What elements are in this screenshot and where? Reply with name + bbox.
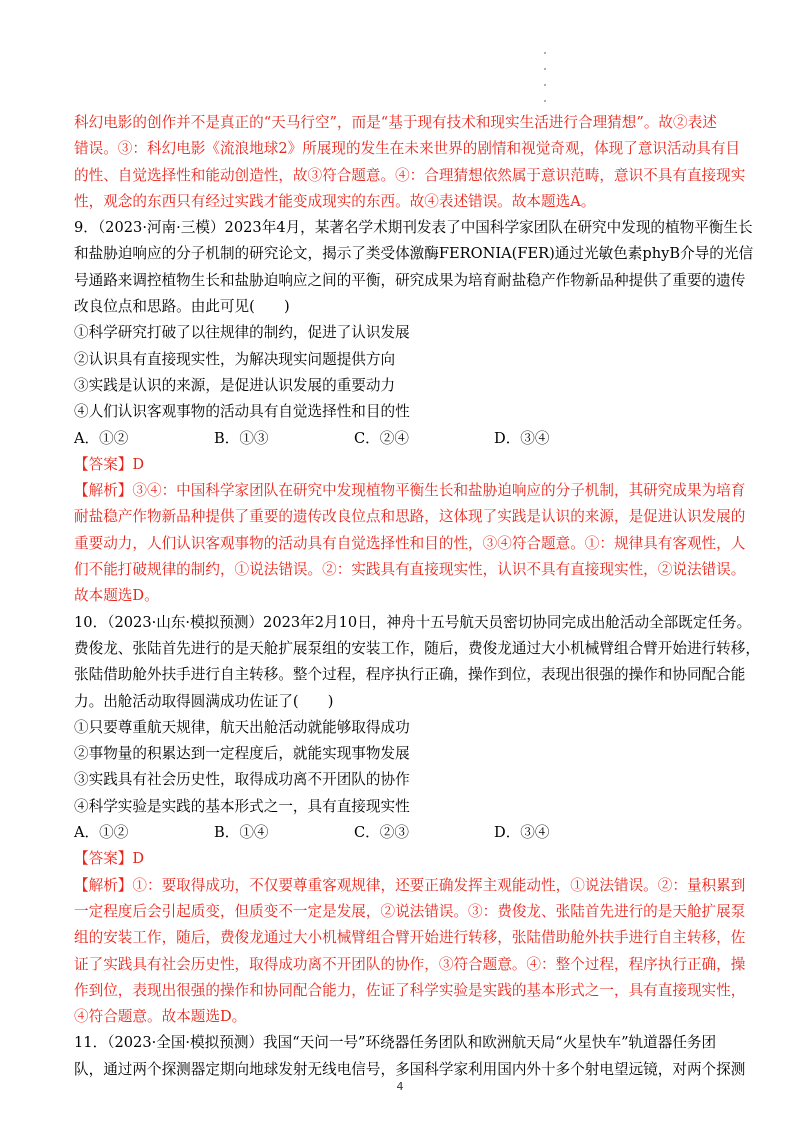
analysis-line: 【解析】①：要取得成功，不仅要尊重客观规律，还要正确发挥主观能动性，①说法错误。②：量积累到: [74, 876, 746, 894]
statement: ④科学实验是实践的基本形式之一，具有直接现实性: [74, 797, 410, 815]
statement: ①只要尊重航天规律，航天出舱活动就能够取得成功: [74, 718, 410, 736]
question-stem-line: 号通路来调控植物生长和盐胁迫响应之间的平衡，研究成果为培育耐盐稳产作物新品种提供了重要的遗传: [74, 271, 746, 289]
analysis-block: [74, 478, 746, 609]
option-a: A．①②: [74, 824, 129, 842]
question-stem-line: 张陆借助舱外扶手进行自主转移。整个过程，程序执行正确，操作到位，表现出很强的操作和协同配合能: [74, 666, 746, 684]
question-9: [74, 215, 754, 609]
question-stem-line: 9．（2023·河南·三模）2023年4月，某著名学术期刊发表了中国科学家团队在研究中发现的植物平衡生长: [74, 219, 753, 237]
statement: ②事物量的积累达到一定程度后，就能实现事物发展: [74, 745, 410, 763]
question-stem-line: 队，通过两个探测器定期向地球发射无线电信号，多国科学家利用国内外十多个射电望远镜，对两个探测: [74, 1060, 746, 1078]
analysis-block: [74, 873, 746, 1031]
analysis-line: 重要动力，人们认识客观事物的活动具有自觉选择性和目的性，③④符合题意。①：规律具有客观性，人: [74, 534, 746, 552]
answer-label: 【答案】D: [74, 850, 145, 868]
question-10: [74, 610, 760, 1031]
analysis-line: 们不能打破规律的制约，①说法错误。②：实践具有直接现实性，认识不具有直接现实性，②说法错误。: [74, 561, 746, 579]
statement: ③实践具有社会历史性，取得成功离不开团队的协作: [74, 771, 410, 789]
question-stem-line: 费俊龙、张陆首先进行的是天舱扩展泵组的安装工作，随后，费俊龙通过大小机械臂组合臂开始进行转移，: [74, 639, 760, 657]
question-stem-line: 10．（2023·山东·模拟预测）2023年2月10日，神舟十五号航天员密切协同完成出舱活动全部既定任务。: [74, 613, 752, 631]
analysis-line: 科幻电影的创作并不是真正的“天马行空”，而是“基于现有技术和现实生活进行合理猜想”。故②表述: [74, 114, 717, 131]
option-a: A．①②: [74, 429, 129, 447]
question-stem-line: 11．（2023·全国·模拟预测）我国“天问一号”环绕器任务团队和欧洲航天局“火星快车”轨道器任务团: [74, 1034, 717, 1052]
page-content: [74, 110, 760, 1083]
option-d: D．③④: [494, 824, 550, 842]
analysis-line: 【解析】③④：中国科学家团队在研究中发现植物平衡生长和盐胁迫响应的分子机制，其研究成果为培育: [74, 482, 746, 500]
page-number: 4: [396, 1080, 404, 1093]
analysis-line: 作到位，表现出很强的操作和协同配合能力，佐证了科学实验是实践的基本形式之一，具有直接现实性，: [74, 981, 746, 999]
option-c: C．②④: [354, 429, 409, 447]
analysis-line: 耐盐稳产作物新品种提供了重要的遗传改良位点和思路，这体现了实践是认识的来源，是促进认识发展的: [74, 508, 746, 526]
question-stem-line: 和盐胁迫响应的分子机制的研究论文，揭示了类受体激酶FERONIA(FER)通过光敏色素phyB介导的光信: [74, 245, 754, 263]
analysis-line: ④符合题意。故本题选D。: [74, 1008, 247, 1026]
analysis-line: 组的安装工作，随后，费俊龙通过大小机械臂组合臂开始进行转移，张陆借助舱外扶手进行自主转移，佐: [74, 929, 746, 947]
statement: ①科学研究打破了以往规律的制约，促进了认识发展: [74, 324, 410, 342]
analysis-line: 的性、自觉选择性和能动创造性，故③符合题意。④：合理猜想依然属于意识范畴，意识不具有直接现实: [74, 166, 746, 184]
statement: ③实践是认识的来源，是促进认识发展的重要动力: [74, 376, 396, 394]
analysis-line: 错误。③：科幻电影《流浪地球2》所展现的发生在未来世界的剧情和视觉奇观，体现了意识活动具有目: [74, 140, 741, 158]
analysis-line: 证了实践具有社会历史性，取得成功离不开团队的协作，③符合题意。④：整个过程，程序执行正确，操: [74, 955, 746, 973]
analysis-line: 故本题选D。: [74, 587, 159, 605]
option-b: B．①③: [214, 429, 269, 447]
answer-options: [74, 426, 734, 452]
analysis-line: 一定程度后会引起质变，但质变不一定是发展，②说法错误。③：费俊龙、张陆首先进行的是天舱扩展泵: [74, 902, 746, 920]
option-b: B．①④: [214, 824, 269, 842]
answer-label: 【答案】D: [74, 455, 145, 473]
prev-question-analysis: [74, 110, 746, 215]
option-c: C．②③: [354, 824, 409, 842]
margin-dots: [540, 52, 550, 116]
statement: ④人们认识客观事物的活动具有自觉选择性和目的性: [74, 403, 410, 421]
answer-options: [74, 820, 734, 846]
statement: ②认识具有直接现实性，为解决现实问题提供方向: [74, 350, 396, 368]
question-stem-line: 力。出舱活动取得圆满成功佐证了( ): [74, 692, 334, 710]
question-stem-line: 改良位点和思路。由此可见( ): [74, 298, 290, 316]
option-d: D．③④: [494, 429, 550, 447]
question-11: [74, 1030, 746, 1083]
analysis-line: 性，观念的东西只有经过实践才能变成现实的东西。故④表述错误。故本题选A。: [74, 192, 596, 210]
